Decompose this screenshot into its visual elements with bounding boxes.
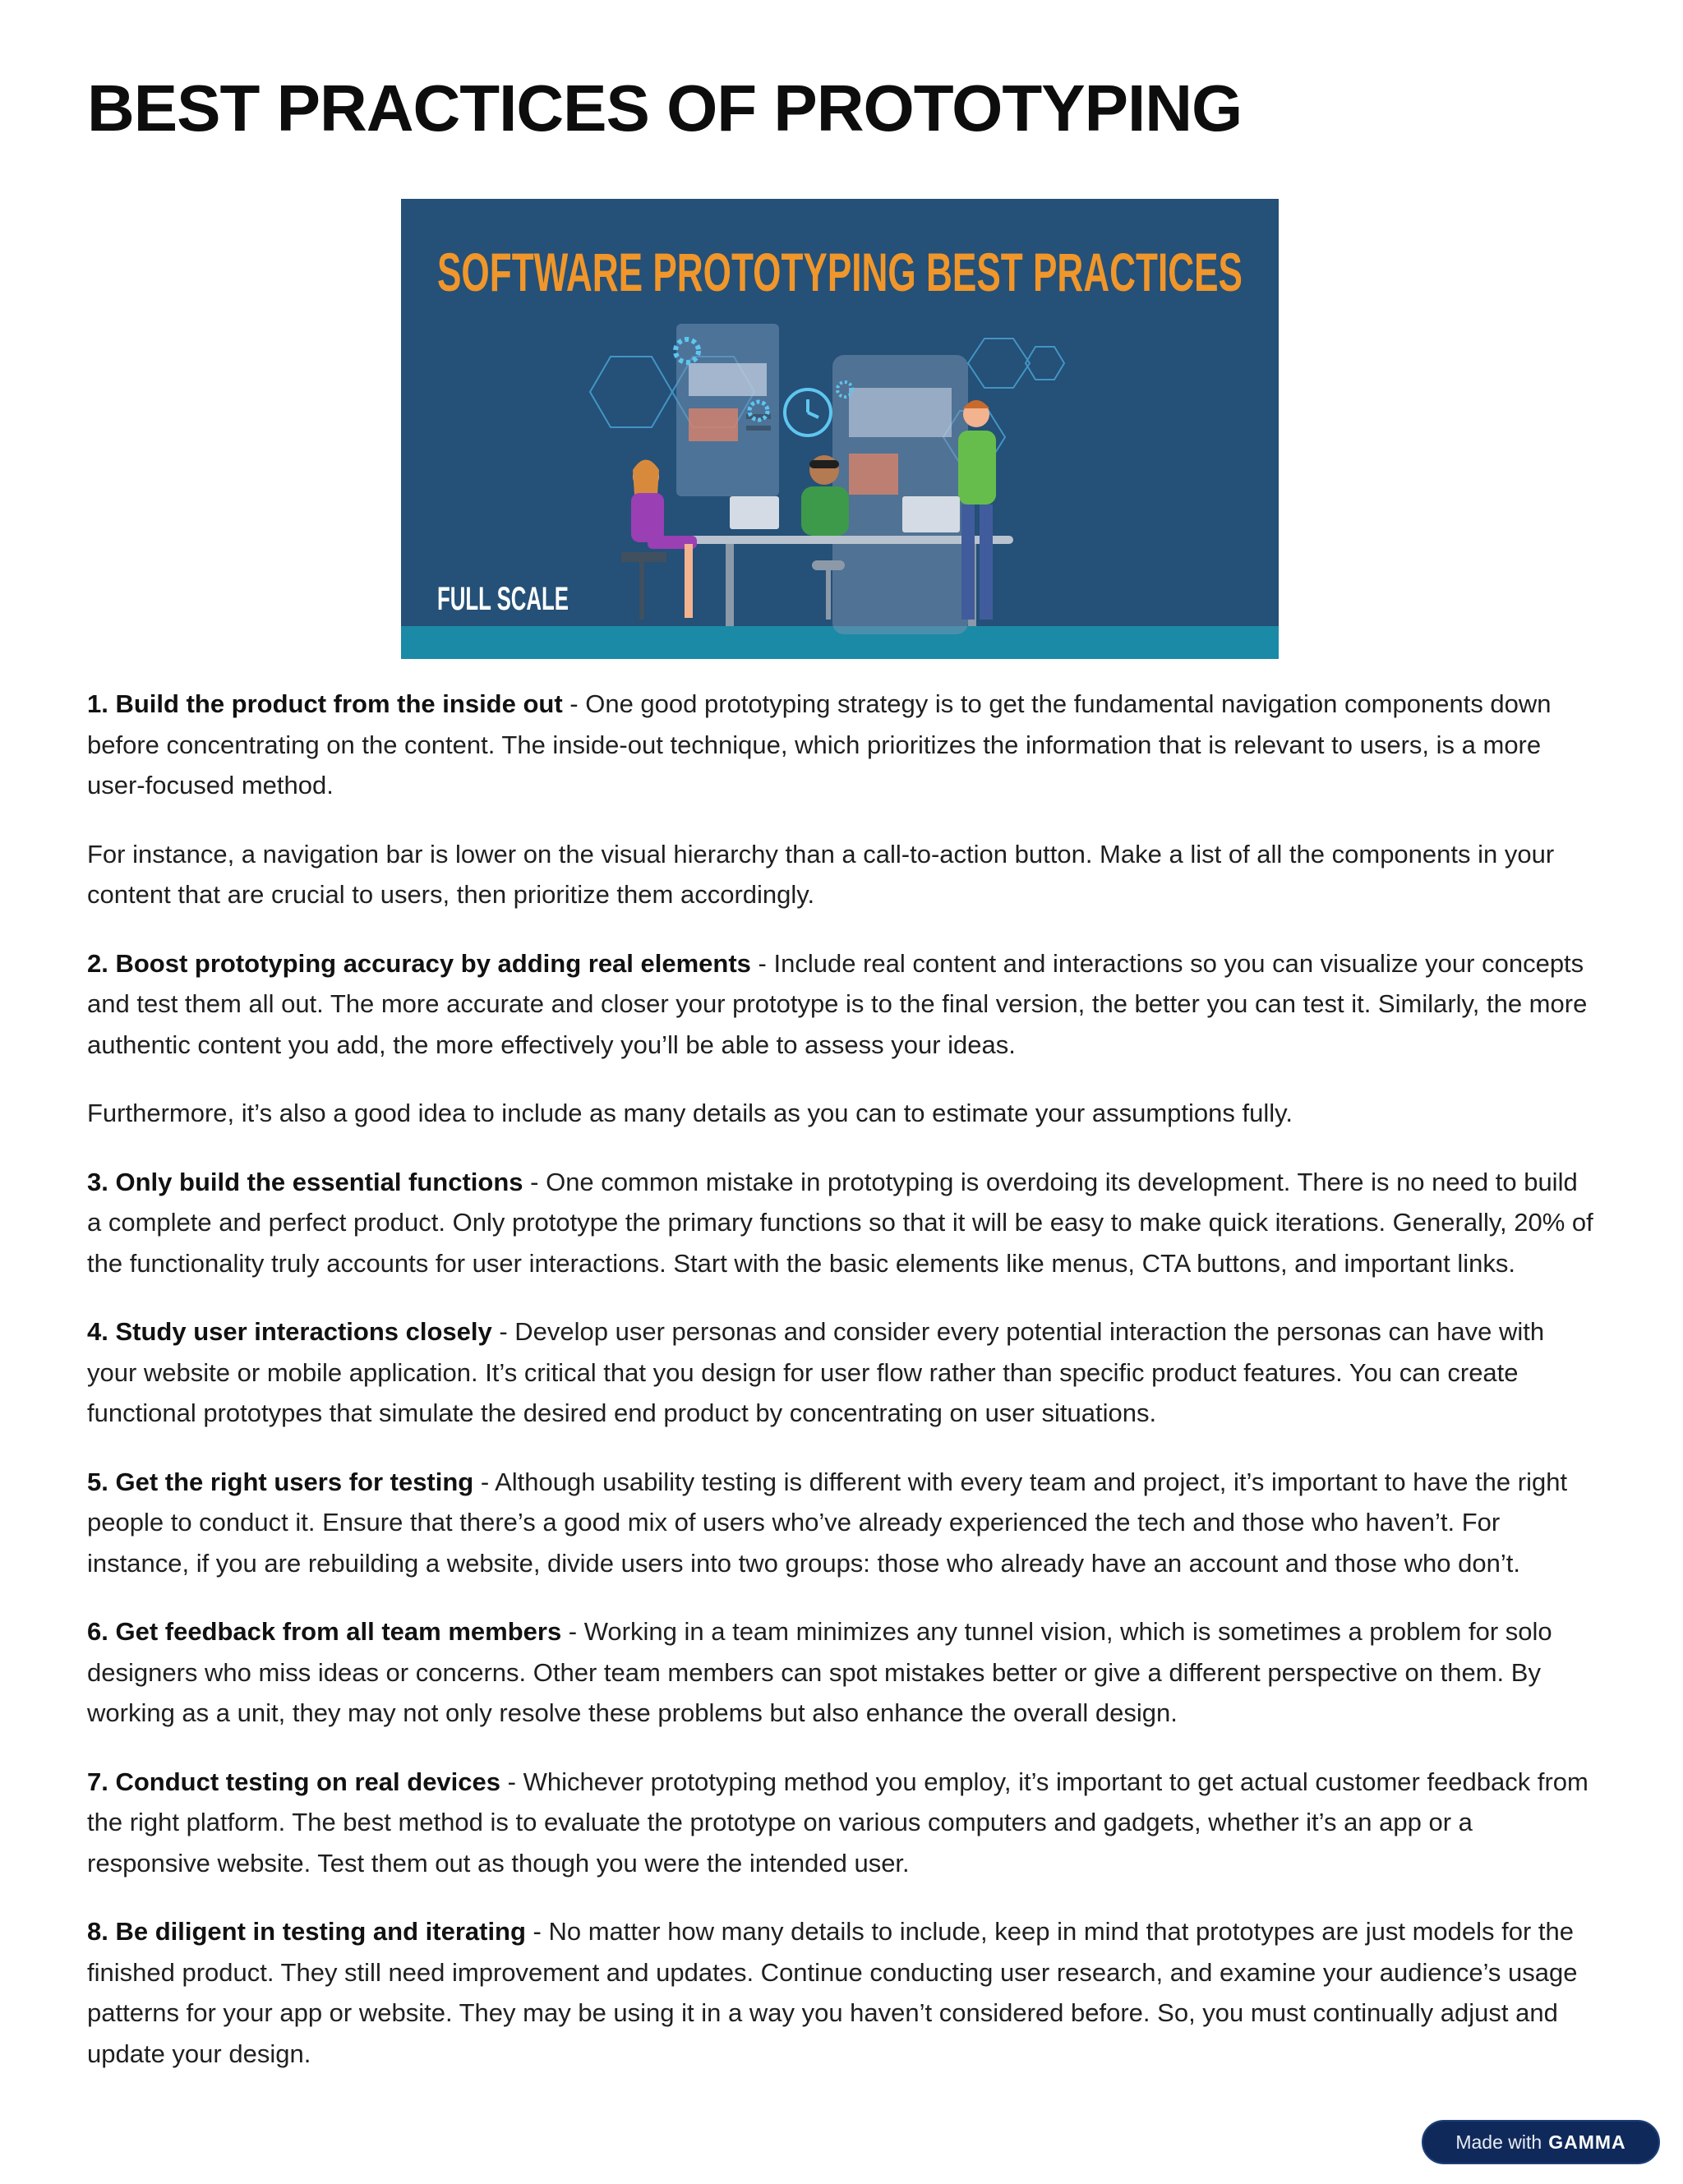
paragraph-7 [87, 1462, 1596, 1584]
paragraph-4 [87, 1093, 1596, 1134]
badge-prefix: Made with [1455, 2131, 1542, 2153]
paragraph-6 [87, 1311, 1596, 1434]
paragraph-heading: 6. Get feedback from all team members [87, 1617, 562, 1646]
paragraph-text: - Include real content and interactions so you can visualize your concepts and test them all out. The more accurate and closer your prototype is to the final version, the better you can test it. Similarly, the more authentic content you add, the more effectively you’ll be able to assess your ideas. [87, 948, 1588, 1059]
paragraph-text: - Develop user personas and consider every potential interaction the personas can have with your website or mobile application. It’s critical that you design for user flow rather than specific product features. You can create functional prototypes that simulate the desired end product by concentrating on user situations. [87, 1317, 1545, 1427]
paragraph-text: - Working in a team minimizes any tunnel vision, which is sometimes a problem for solo designers who miss ideas or concerns. Other team members can spot mistakes better or give a different perspective on them. By working as a unit, they may not only resolve these problems but also enhance the overall design. [87, 1617, 1552, 1727]
paragraph-text: Furthermore, it’s also a good idea to include as many details as you can to estimate your assumptions fully. [87, 1099, 1293, 1127]
paragraph-text: For instance, a navigation bar is lower on the visual hierarchy than a call-to-action button. Make a list of all the components in your content that are crucial to users, then prioritize them accordingly. [87, 839, 1555, 909]
paragraph-3 [87, 943, 1596, 1066]
paragraph-heading: 1. Build the product from the inside out [87, 689, 563, 718]
paragraph-heading: 7. Conduct testing on real devices [87, 1767, 501, 1796]
brand-logo-text: FULL SCALE [437, 581, 569, 617]
gamma-logo: GAMMA [1548, 2131, 1626, 2153]
paragraph-heading: 4. Study user interactions closely [87, 1317, 492, 1346]
paragraph-text: - No matter how many details to include, keep in mind that prototypes are just models for the finished product. They still need improvement and updates. Continue conducting user research, and examine your audience’s usage patterns for your app or website. They may be using it in a way you haven’t considered before. So, you must continually adjust and update your design. [87, 1917, 1578, 2068]
paragraph-2 [87, 834, 1596, 915]
paragraph-text: - One good prototyping strategy is to get the fundamental navigation components down before concentrating on the content. The inside-out technique, which prioritizes the information that is relevant to users, is a more user-focused method. [87, 689, 1552, 799]
paragraph-9 [87, 1762, 1596, 1884]
paragraph-5 [87, 1162, 1596, 1284]
article-body [87, 684, 1596, 2102]
paragraph-8 [87, 1611, 1596, 1734]
paragraph-heading: 8. Be diligent in testing and iterating [87, 1917, 526, 1946]
paragraph-1 [87, 684, 1596, 806]
hero-illustration [401, 199, 1279, 659]
page-title: BEST PRACTICES OF PROTOTYPING [87, 71, 1243, 145]
paragraph-10 [87, 1911, 1596, 2074]
paragraph-text: - One common mistake in prototyping is overdoing its development. There is no need to build a complete and perfect product. Only prototype the primary functions so that it will be easy to make quick iterations. Generally, 20% of the functionality truly accounts for user interactions. Start with the basic elements like menus, CTA buttons, and important links. [87, 1167, 1593, 1278]
paragraph-heading: 5. Get the right users for testing [87, 1467, 474, 1496]
paragraph-text: - Whichever prototyping method you employ, it’s important to get actual customer feedback from the right platform. The best method is to evaluate the prototype on various computers and gadgets, whether it’s an app or a responsive website. Test them out as though you were the intended user. [87, 1767, 1588, 1878]
hero-illustration-graphic [401, 199, 1279, 659]
hero-heading: SOFTWARE PROTOTYPING BEST PRACTICES [437, 242, 1243, 302]
made-with-gamma-badge[interactable] [1422, 2120, 1660, 2164]
paragraph-heading: 2. Boost prototyping accuracy by adding real elements [87, 948, 751, 978]
paragraph-text: - Although usability testing is different with every team and project, it’s important to have the right people to conduct it. Ensure that there’s a good mix of users who’ve already experienced the tech and those who haven’t. For instance, if you are rebuilding a website, divide users into two groups: those who already have an account and those who don’t. [87, 1467, 1568, 1578]
paragraph-heading: 3. Only build the essential functions [87, 1167, 523, 1196]
